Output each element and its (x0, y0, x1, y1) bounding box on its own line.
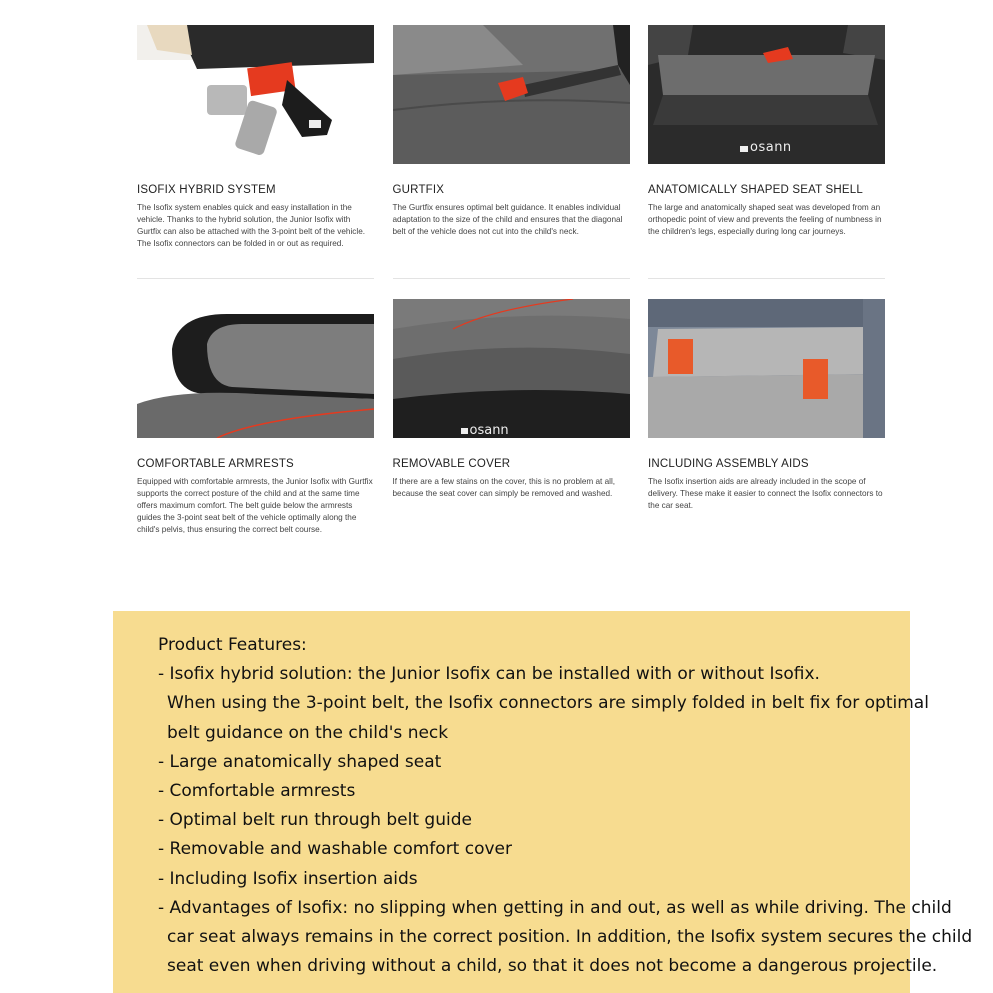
removable-cover-image (393, 299, 630, 438)
features-heading: Product Features: (158, 635, 307, 655)
feature-line: When using the 3-point belt, the Isofix connectors are simply folded in belt fix for optimal (167, 693, 929, 714)
feature-line: - Isofix hybrid solution: the Junior Isofix can be installed with or without Isofix. (158, 664, 820, 685)
osann-logo: osann (750, 140, 792, 155)
feature-card-seat-shell (648, 25, 885, 250)
product-features-panel (113, 611, 973, 993)
feature-line: - Including Isofix insertion aids (158, 868, 418, 889)
divider (648, 278, 885, 279)
feature-line: - Advantages of Isofix: no slipping when getting in and out, as well as while driving. The child (158, 897, 952, 918)
card-title: GURTFIX (392, 184, 445, 196)
card-description: The Gurtfix ensures optimal belt guidance. It enables individual adaptation to the size of the child and ensures that the diagonal belt of the vehicle does not cut into the child's neck. (392, 203, 623, 236)
card-title: ISOFIX HYBRID SYSTEM (137, 184, 276, 196)
feature-card-armrests (137, 299, 374, 536)
card-description: The Isofix system enables quick and easy installation in the vehicle. Thanks to the hybrid solution, the Junior Isofix with Gurtfix can also be attached with the 3-point belt of the vehicle. The Isofix connectors can be folded in or out as required. (137, 203, 366, 248)
card-description: If there are a few stains on the cover, this is no problem at all, because the seat cover can simply be removed and washed. (392, 477, 616, 498)
divider (393, 278, 630, 279)
feature-line: belt guidance on the child's neck (167, 722, 449, 743)
card-description: Equipped with comfortable armrests, the Junior Isofix with Gurtfix supports the correct posture of the child and at the same time offers maximum comfort. The belt guide below the armrests guides the 3-point seat belt of the vehicle optimally along the child's pelvis, thus ensuring the correct belt course. (137, 477, 373, 534)
osann-logo: osann (469, 423, 509, 438)
feature-grid (137, 25, 885, 536)
armrest-image (137, 299, 374, 438)
feature-card-removable-cover (393, 299, 630, 536)
feature-line: - Large anatomically shaped seat (158, 751, 442, 772)
feature-card-isofix-hybrid (137, 25, 374, 250)
feature-row-2 (137, 299, 885, 536)
seat-shell-image (648, 25, 885, 164)
feature-line: - Optimal belt run through belt guide (158, 810, 472, 831)
card-title: REMOVABLE COVER (392, 458, 511, 470)
card-description: The large and anatomically shaped seat was developed from an orthopedic point of view and prevents the feeling of numbness in the children's legs, especially during long car journeys. (648, 203, 882, 236)
feature-row-1 (137, 25, 885, 250)
feature-line: seat even when driving without a child, so that it does not become a dangerous projectile. (167, 956, 938, 977)
isofix-connector-image (137, 25, 374, 164)
feature-line: - Comfortable armrests (158, 781, 356, 802)
assembly-aids-image (648, 299, 885, 438)
feature-card-gurtfix (393, 25, 630, 250)
card-title: ANATOMICALLY SHAPED SEAT SHELL (648, 184, 863, 196)
feature-card-assembly-aids (648, 299, 885, 536)
feature-line: - Removable and washable comfort cover (158, 839, 513, 860)
divider-row (137, 278, 885, 279)
gurtfix-image (393, 25, 630, 164)
card-title: INCLUDING ASSEMBLY AIDS (648, 458, 809, 470)
feature-line: car seat always remains in the correct position. In addition, the Isofix system secures the child (167, 927, 973, 948)
card-title: COMFORTABLE ARMRESTS (137, 458, 294, 470)
card-description: The Isofix insertion aids are already included in the scope of delivery. These make it easier to connect the Isofix connectors to the car seat. (648, 477, 883, 510)
divider (137, 278, 374, 279)
